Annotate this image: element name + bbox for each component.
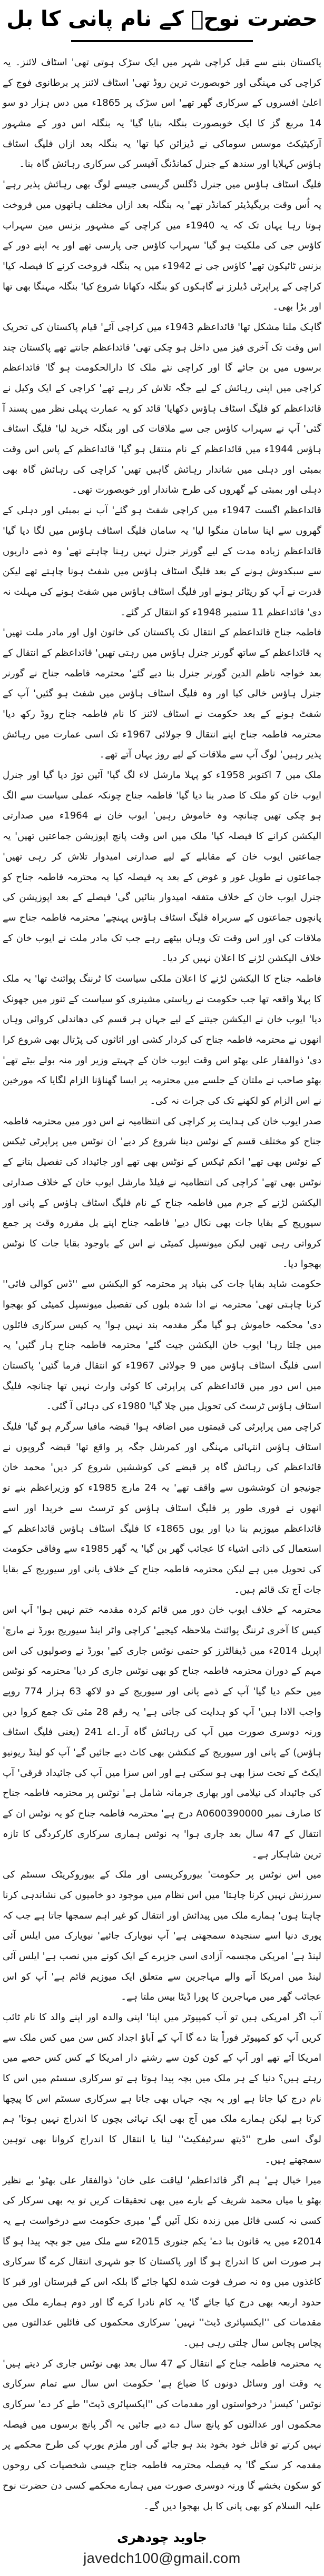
article-paragraph: صدر ایوب خان کی ہدایت پر کراچی کی انتظامیہ نے اس دور میں محترمہ فاطمہ جناح کو مختلف قسم کے نوٹس دینا شروع کر دیے' ان نوٹس میں پراپرٹی ٹیکس کے نوٹس بھی تھے' انکم ٹیکس کے نوٹس بھی تھے اور جائیداد کی تفصیل بتانے کے نوٹس بھی تھے' کراچی کی انتظامیہ نے فیلڈ مارشل ایوب خان کے خلاف صدارتی الیکشن لڑنے کے جرم میں فاطمہ جناح کے نام فلیگ اسٹاف ہاؤس کے پانی اور سیوریج کے بقایا جات بھی نکال دیے' فاطمہ جناح اپنے بل مقررہ وقت پر جمع کرواتی رہی تھیں لیکن میونسپل کمیٹی نے اس کے باوجود بقایا جات کا نوٹس بھجوا دیا۔: [3, 1115, 321, 1270]
article-paragraph: فلیگ اسٹاف ہاؤس میں جنرل ڈگلس گریسی جیسے لوگ بھی رہائش پذیر رہے' یہ اُس وقت بریگیڈیئر کمانڈر تھے' یہ بنگلہ بعد ازاں مختلف ہاتھوں میں فروخت ہوتا رہا یہاں تک کہ یہ 1940ء میں کراچی کے مشہور بزنس مین سہراب کاؤس جی کی ملکیت ہو گیا' سہراب کاؤس جی پارسی تھے اور یہ اپنے دور کے بزنس ٹائیکون تھے' کاؤس جی نے 1942ء میں یہ بنگلہ فروخت کرنے کا فیصلہ کیا' کراچی کے پراپرٹی ڈیلرز نے گاہکوں کو بنگلہ دکھانا شروع کیا' بنگلہ مہنگا بھی تھا اور بڑا بھی۔: [3, 179, 321, 313]
article-footer: [1, 2530, 323, 2567]
article-paragraph: قائداعظم اگست 1947ء میں کراچی شفٹ ہو گئے' آپ نے بمبئی اور دہلی کے گھروں سے اپنا سامان منگوا لیا' یہ سامان فلیگ اسٹاف ہاؤس میں لگا دیا گیا' قائداعظم زیادہ مدت کے لیے گورنر جنرل نہیں رہنا چاہتے تھے' وہ ذمے داریوں سے سبکدوش ہونے کے بعد فلیگ اسٹاف ہاؤس میں شفٹ ہونا چاہتے تھے لیکن قدرت نے آپ کو ریٹائر ہونے اور فلیگ اسٹاف ہاؤس میں شفٹ ہونے کی مہلت نہ دی' قائداعظم 11 ستمبر 1948ء کو انتقال کر گئے۔: [3, 505, 322, 618]
article-paragraph: کراچی میں پراپرٹی کی قیمتوں میں اضافہ ہوا' قبضہ مافیا سرگرم ہو گیا' فلیگ اسٹاف ہاؤس انتہائی مہنگی اور کمرشل جگہ پر واقع تھا' قبضہ گروپوں نے قائداعظم کی رہائش گاہ پر قبضے کی کوششیں شروع کر دیں' محمد خان جونیجو ان کوششوں سے واقف تھے' یہ 24 مارچ 1985ء کو وزیراعظم بنے تو انھوں نے فوری طور پر فلیگ اسٹاف ہاؤس کو ٹرسٹ سے خریدا اور اسے قائداعظم میوزیم بنا دیا اور یوں 1865ء کا فلیگ اسٹاف ہاؤس قائداعظم کے استعمال کی ذاتی اشیاء کا عجائب گھر بن گیا' یہ گھر 1985ء سے وفاقی حکومت کی تحویل میں ہے لیکن محترمہ فاطمہ جناح کے خلاف پانی اور سیوریج کے بقایا جات آج تک قائم ہیں۔: [3, 1421, 322, 1595]
article-paragraph: میں اس نوٹس پر حکومت' بیوروکریسی اور ملک کے بیوروکریٹک سسٹم کی سرزنش نہیں کرنا چاہتا' میں اس نظام میں موجود دو خامیوں کی نشاندہی کرنا چاہتا ہوں' ہمارے ملک میں پیدائش اور انتقال کو غیر اہم سمجھا جاتا ہے جب کہ پوری دنیا اسے سنجیدہ سمجھتی ہے' آپ نیویارک جائیے' نیویارک میں ایلس آئی لینڈ ہے' امریکی مجسمہ آزادی اسی جزیرے کے ایک کونے میں نصب ہے' ایلس آئی لینڈ میں امریکا آنے والے مہاجرین سے متعلق ایک میوزیم قائم ہے' آپ کو اس عجائب گھر میں مہاجرین کا پورا ڈیٹا بیس ملتا ہے۔: [3, 1869, 321, 2003]
article-header: [1, 3, 323, 42]
title-divider: [71, 40, 253, 42]
article-title: حضرت نوحؑ کے نام پانی کا بل: [6, 7, 318, 31]
article-paragraph: فاطمہ جناح کا الیکشن لڑنے کا اعلان ملکی سیاست کا ٹرننگ پوائنٹ تھا' یہ ملک کا پہلا واقعہ تھا جب حکومت نے ریاستی مشینری کو سیاست کے تنور میں جھونک دیا' ایوب خان نے الیکشن جیتنے کے لیے جہاں ہر قسم کی دھاندلی کروائی وہاں انھوں نے محترمہ فاطمہ جناح کی کردار کشی اور اثاثوں کی پڑتال بھی شروع کرا دی' ذوالفقار علی بھٹو اس وقت ایوب خان کے چہیتے وزیر اور منہ بولے بیٹے تھے' بھٹو صاحب نے ملتان کے جلسے میں محترمہ پر ایسا گھناؤنا الزام لگایا کہ مورخین نے اس الزام کو لکھنے تک کی جرات نہ کی۔: [3, 973, 321, 1107]
article-paragraph: یہ محترمہ فاطمہ جناح کے انتقال کے 47 سال بعد بھی نوٹس جاری کر دیتے ہیں' یہ وقت اور وسائل دونوں کا ضیاع ہے' حکومت اس سال سے تمام سرکاری نوٹس' کیسز' درخواستوں اور مقدمات کی ''ایکسپائری ڈیٹ'' طے کر دے' سرکاری محکموں اور عدالتوں کو پانچ سال دے دیے جائیں یہ اگر پانچ برسوں میں فیصلہ نہیں کرتے تو فائل خود بخود بند ہو جائے گی اور ملزم یورپ کی طرح محکمے پر مقدمہ کر سکے گا' یہ فیصلہ محترمہ فاطمہ جناح جیسی شخصیات کی روحوں کو سکون بخشے گا ورنہ دوسری صورت میں ہمارے محکمے کسی دن حضرت نوح علیہ السلام کو بھی پانی کا بل بھجوا دیں گے۔: [3, 2358, 322, 2512]
article-paragraph: پاکستان بننے سے قبل کراچی شہر میں ایک سڑک ہوتی تھی' اسٹاف لائنز۔ یہ کراچی کی مہنگی اور خوبصورت ترین روڈ تھی' اسٹاف لائنز پر برطانوی فوج کے اعلیٰ افسروں کے سرکاری گھر تھے' اس سڑک پر 1865ء میں دس ہزار دو سو 14 مربع گز کا ایک خوبصورت بنگلہ بنایا گیا' یہ بنگلہ اس دور کے مشہور آرکیٹیکٹ موسس سوماکی نے ڈیزائن کیا تھا' یہ بنگلہ بعد ازاں فلیگ اسٹاف ہاؤس کہلایا اور سندھ کے جنرل کمانڈنگ آفیسر کی سرکاری رہائش گاہ بنا۔: [3, 57, 321, 170]
author-email: javedch100@gmail.com: [83, 2550, 241, 2567]
article-paragraph: آپ اگر امریکی ہیں تو آپ کمپیوٹر میں اپنا' اپنی والدہ اور اپنے والد کا نام ٹائپ کریں آپ کو کمپیوٹر فوراً بتا دے گا آپ کے آباؤ اجداد کس سن میں کس ملک سے امریکا آئے تھے اور آپ کے کون کون سے رشتے دار امریکا کے کس کس حصے میں رہتے ہیں؟ دنیا کے ہر ملک میں بچہ پیدا ہوتا ہے تو سرکاری سسٹم میں اس کا نام درج کیا جاتا ہے اور یہ بچہ جہاں بھی جاتا ہے سرکاری سسٹم اس کا پیچھا کرتا ہے لیکن ہمارے ملک میں آج بھی ایک تہائی بچوں کا اندراج نہیں ہوتا' ہم لوگ اسی طرح ''ڈیتھ سرٹیفکیٹ'' لینا یا انتقال کا اندراج کروانا بھی توہین سمجھتے ہیں۔: [3, 2012, 321, 2165]
article-paragraph: گاہک ملنا مشکل تھا' قائداعظم 1943ء میں کراچی آئے' قیام پاکستان کی تحریک اس وقت تک آخری فیز میں داخل ہو چکی تھی' قائداعظم جانتے تھے پاکستان چند برسوں میں بن جائے گا اور کراچی نئے ملک کا دارالحکومت ہو گا' قائداعظم کراچی میں اپنی رہائش کے لیے جگہ تلاش کر رہے تھے' کراچی کے ایک وکیل نے قائداعظم کو فلیگ اسٹاف ہاؤس دکھایا' قائد کو یہ عمارت پہلی نظر میں پسند آ گئی' آپ نے سہراب کاؤس جی سے ملاقات کی اور بنگلہ خرید لیا' فلیگ اسٹاف ہاؤس 1944ء میں قائداعظم کے نام منتقل ہو گیا' قائداعظم کے پاس اس وقت بمبئی اور دہلی میں شاندار رہائش گاہیں تھیں' کراچی کی رہائش گاہ بھی دہلی اور بمبئی کے گھروں کی طرح شاندار اور خوبصورت تھی۔: [3, 321, 321, 496]
article-paragraph: فاطمہ جناح قائداعظم کے انتقال تک پاکستان کی خاتون اول اور مادر ملت تھیں' یہ قائداعظم کے ساتھ گورنر جنرل ہاؤس میں رہتی تھیں' قائداعظم کے انتقال کے بعد خواجہ ناظم الدین گورنر جنرل بنا دیے گئے' محترمہ فاطمہ جناح نے گورنر جنرل ہاؤس خالی کیا اور وہ فلیگ اسٹاف ہاؤس میں شفٹ ہو گئیں' آپ کے شفٹ ہونے کے بعد حکومت نے اسٹاف لائنز کا نام فاطمہ جناح روڈ رکھ دیا' محترمہ فاطمہ جناح اپنے انتقال 9 جولائی 1967ء تک اسی عمارت میں رہائش پذیر رہیں' لوگ آپ سے ملاقات کے لیے روز یہاں آتے تھے۔: [3, 627, 321, 761]
article-body: [1, 53, 323, 2517]
article-paragraph: حکومت شاید بقایا جات کی بنیاد پر محترمہ کو الیکشن سے ''ڈس کوالی فائی'' کرنا چاہتی تھی' محترمہ نے ادا شدہ بلوں کی تفصیل میونسپل کمیٹی کو بھجوا دی' محکمہ خاموش ہو گیا مگر مقدمہ بند نہیں ہوا' یہ کیس سرکاری فائلوں میں چلتا رہا' ایوب خان الیکشن جیت گئے' محترمہ فاطمہ جناح ہار گئیں' یہ اسی فلیگ اسٹاف ہاؤس میں 9 جولائی 1967ء کو انتقال فرما گئیں' پاکستان میں اس دور میں قائداعظم کی پراپرٹی کا کوئی وارث نہیں تھا چنانچہ فلیگ اسٹاف ہاؤس ٹرسٹ کی تحویل میں چلا گیا' 1980ء کی دہائی آ گئی۔: [3, 1279, 321, 1412]
article-paragraph: ملک میں 7 اکتوبر 1958ء کو پہلا مارشل لاء لگ گیا' آئین توڑ دیا گیا اور جنرل ایوب خان کو ملک کا صدر بنا دیا گیا' فاطمہ جناح چونکہ عملی سیاست سے الگ ہو چکی تھیں چنانچہ وہ خاموش رہیں' ایوب خان نے 1964ء میں صدارتی الیکشن کرانے کا فیصلہ کیا' ملک میں اس وقت پانچ اپوزیشن جماعتیں تھیں' یہ جماعتیں ایوب خان کے مقابلے کے لیے صدارتی امیدوار تلاش کر رہی تھیں' جماعتوں نے طویل غور و غوض کے بعد یہ فیصلہ کیا یہ محترمہ فاطمہ جناح کو جنرل ایوب خان کے خلاف متفقہ امیدوار بنائیں گی' فیصلے کے بعد اپوزیشن کی پانچوں جماعتوں کے سربراہ فلیگ اسٹاف ہاؤس پہنچے' محترمہ فاطمہ جناح سے ملاقات کی اور اس وقت تک وہاں بیٹھے رہے جب تک مادر ملت نے ایوب خان کے خلاف الیکشن لڑنے کا اعلان نہیں کر دیا۔: [3, 770, 321, 964]
author-byline: جاوید چودھری: [117, 2530, 207, 2545]
article-paragraph: میرا خیال ہے' ہم اگر قائداعظم' لیاقت علی خان' ذوالفقار علی بھٹو' بے نظیر بھٹو یا میاں محمد شریف کے بارے میں بھی تحقیقات کریں تو یہ بھی سرکار کی کسی نہ کسی فائل میں زندہ نکل آئیں گے' میری حکومت سے درخواست ہے یہ 2014ء میں یہ قانون بنا دے' یکم جنوری 2015ء سے ملک میں جو بچہ پیدا ہو گا ہر صورت اس کا اندراج ہو گا اور پاکستان کا جو شہری انتقال کرے گا سرکاری کاغذوں میں وہ نہ صرف فوت شدہ لکھا جائے گا بلکہ اس کے قبرستان اور قبر کا حدود اربعہ بھی درج کیا جائے گا' یہ کام نادرا کرے گا اور دوم ہمارے ملک میں مقدمات کی ''ایکسپائری ڈیٹ'' نہیں' سرکاری محکموں کی فائلیں عدالتوں میں پچاس پچاس سال چلتی رہی ہیں۔: [3, 2174, 321, 2349]
article-paragraph: محترمہ کے خلاف ایوب خان دور میں قائم کردہ مقدمہ ختم نہیں ہوا' آپ اس کیس کا آخری ٹرننگ پوائنٹ ملاحظہ کیجیے' کراچی واٹر اینڈ سیوریج بورڈ نے مارچ' اپریل 2014ء میں ڈیفالٹرز کو حتمی نوٹس جاری کیے' بورڈ نے وصولیوں کی اس مہم کے دوران محترمہ فاطمہ جناح کو بھی نوٹس جاری کر دیا' محترمہ کو نوٹس میں حکم دیا گیا' آپ کے ذمے پانی اور سیوریج کے دو لاکھ 63 ہزار 774 روپے واجب الادا ہیں' آپ کو ہدایت کی جاتی ہے' یہ رقم 28 مئی تک جمع کروا دیں ورنہ دوسری صورت میں آپ کی رہائش گاہ آر۔اے 241 (یعنی فلیگ اسٹاف ہاؤس) کے پانی اور سیوریج کے کنکشن بھی کاٹ دیے جائیں گے' آپ کو لینڈ ریونیو ایکٹ کے تحت سزا بھی ہو سکتی ہے اور اس سزا میں آپ کی جائیداد قرقی' آپ کی جائیداد کی نیلامی اور بھاری جرمانہ شامل ہے' نوٹس پر محترمہ فاطمہ جناح کا صارف نمبر A0600390000 درج ہے' محترمہ فاطمہ جناح کو یہ نوٹس ان کے انتقال کے 47 سال بعد جاری ہوا' یہ نوٹس ہماری سرکاری کارکردگی کا تازہ ترین شاہکار ہے۔: [3, 1604, 322, 1860]
